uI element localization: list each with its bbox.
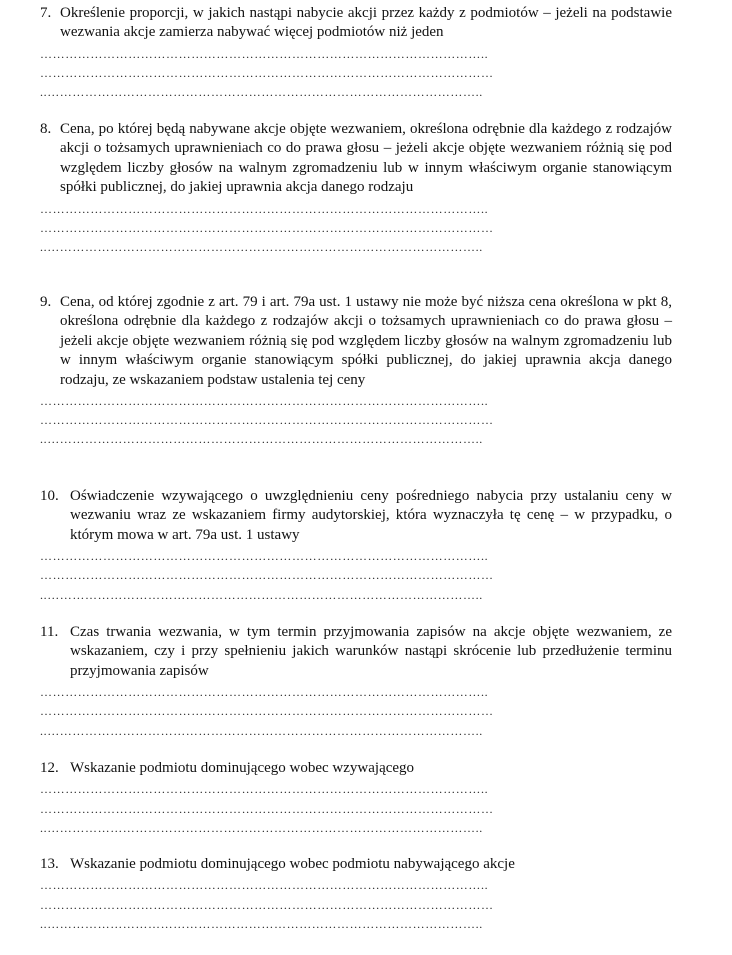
question [40, 4, 672, 43]
item-text: Cena, od której zgodnie z art. 79 i art. 79a ust. 1 ustawy nie może być niższa cena określona w pkt 8, określona odrębnie dla każdego z rodzajów akcji o tożsamych uprawnieniach co do prawa głosu – jeżeli akcje objęte wezwaniem różnią się pod względem liczby głosów na walnym zgromadzeniu lub w innym właściwym organie stanowiącym spółki publicznej, do jakiej uprawnia akcja danego rodzaju, ze wskazaniem podstaw ustalenia tej ceny [60, 294, 672, 388]
item-text: Wskazanie podmiotu dominującego wobec podmiotu nabywającego akcje [70, 856, 515, 872]
item-text: Określenie proporcji, w jakich nastąpi nabycie akcji przez każdy z podmiotów – jeżeli na podstawie wezwania akcje zamierza nabywać więcej podmiotów niż jeden [60, 5, 672, 41]
item-number: 11. [40, 624, 59, 640]
answer-line[interactable]: …………………………………………………………………………………………….. [40, 394, 489, 409]
item-number: 7. [40, 5, 52, 21]
answer-line[interactable]: …………………………………………………………………………………………….. [40, 685, 489, 700]
answer-line[interactable]: ..………………………………………………………………………………………….. [40, 85, 483, 100]
answer-line[interactable]: …………………………………………………………………………………………….. [40, 46, 489, 61]
form-item-13 [40, 855, 672, 934]
answer-lines [40, 547, 672, 605]
answer-line[interactable]: …………………………………………………………………………………………….. [40, 782, 489, 797]
answer-line[interactable]: ..………………………………………………………………………………………….. [40, 723, 483, 738]
question [40, 759, 672, 778]
answer-line[interactable]: ……………………………………………………………………………………………… [40, 704, 494, 719]
answer-line[interactable]: ..………………………………………………………………………………………….. [40, 240, 483, 254]
answer-line[interactable]: ……………………………………………………………………………………………… [40, 220, 494, 235]
answer-line[interactable]: ..………………………………………………………………………………………….. [40, 587, 483, 602]
answer-line[interactable]: ……………………………………………………………………………………………… [40, 801, 494, 816]
answer-line[interactable]: ..………………………………………………………………………………………….. [40, 820, 483, 835]
answer-lines [40, 45, 672, 103]
form-item-9 [40, 293, 672, 450]
item-text: Cena, po której będą nabywane akcje objęte wezwaniem, określona odrębnie dla każdego z rodzajów akcji o tożsamych uprawnieniach co do prawa głosu – jeżeli akcje objęte wezwaniem różnią się pod względem liczby głosów na walnym zgromadzeniu lub w innym właściwym organie stanowiącym spółki publicznej, do jakiej uprawnia akcja danego rodzaju [60, 121, 672, 196]
question [40, 623, 672, 681]
item-text: Oświadczenie wzywającego o uwzględnieniu ceny pośredniego nabycia przy ustalaniu ceny w wezwaniu wraz ze wskazaniem firmy audytorskiej, która wyznaczyła tę cenę – w przypadku, o którym mowa w art. 79a ust. 1 ustawy [70, 488, 672, 543]
form-item-10 [40, 487, 672, 605]
answer-line[interactable]: …………………………………………………………………………………………….. [40, 201, 489, 216]
answer-lines [40, 392, 672, 450]
answer-line[interactable]: ……………………………………………………………………………………………… [40, 568, 494, 583]
form-item-12 [40, 759, 672, 838]
item-text: Czas trwania wezwania, w tym termin przyjmowania zapisów na akcje objęte wezwaniem, ze wskazaniem, czy i przy spełnieniu jakich warunków nastąpi skrócenie lub przedłużenie terminu przyjmowania zapisów [70, 624, 672, 679]
question [40, 487, 672, 545]
item-number: 10. [40, 488, 59, 504]
answer-lines [40, 200, 672, 258]
form-item-7 [40, 4, 672, 102]
answer-line[interactable]: ..………………………………………………………………………………………….. [40, 916, 483, 931]
answer-lines [40, 876, 672, 934]
answer-line[interactable]: …………………………………………………………………………………………….. [40, 549, 489, 564]
question [40, 293, 672, 390]
question [40, 855, 672, 874]
answer-line[interactable]: ……………………………………………………………………………………………… [40, 897, 494, 912]
answer-lines [40, 780, 672, 838]
answer-line[interactable]: ..………………………………………………………………………………………….. [40, 432, 483, 447]
answer-line[interactable]: ……………………………………………………………………………………………… [40, 413, 494, 428]
item-number: 9. [40, 294, 52, 310]
item-number: 13. [40, 856, 59, 872]
answer-lines [40, 683, 672, 741]
form-item-11 [40, 623, 672, 741]
answer-line[interactable]: ……………………………………………………………………………………………… [40, 66, 494, 80]
question [40, 120, 672, 198]
item-text: Wskazanie podmiotu dominującego wobec wzywającego [70, 760, 415, 776]
item-number: 8. [40, 121, 52, 137]
item-number: 12. [40, 760, 59, 776]
form-item-8 [40, 120, 672, 257]
answer-line[interactable]: …………………………………………………………………………………………….. [40, 878, 489, 893]
